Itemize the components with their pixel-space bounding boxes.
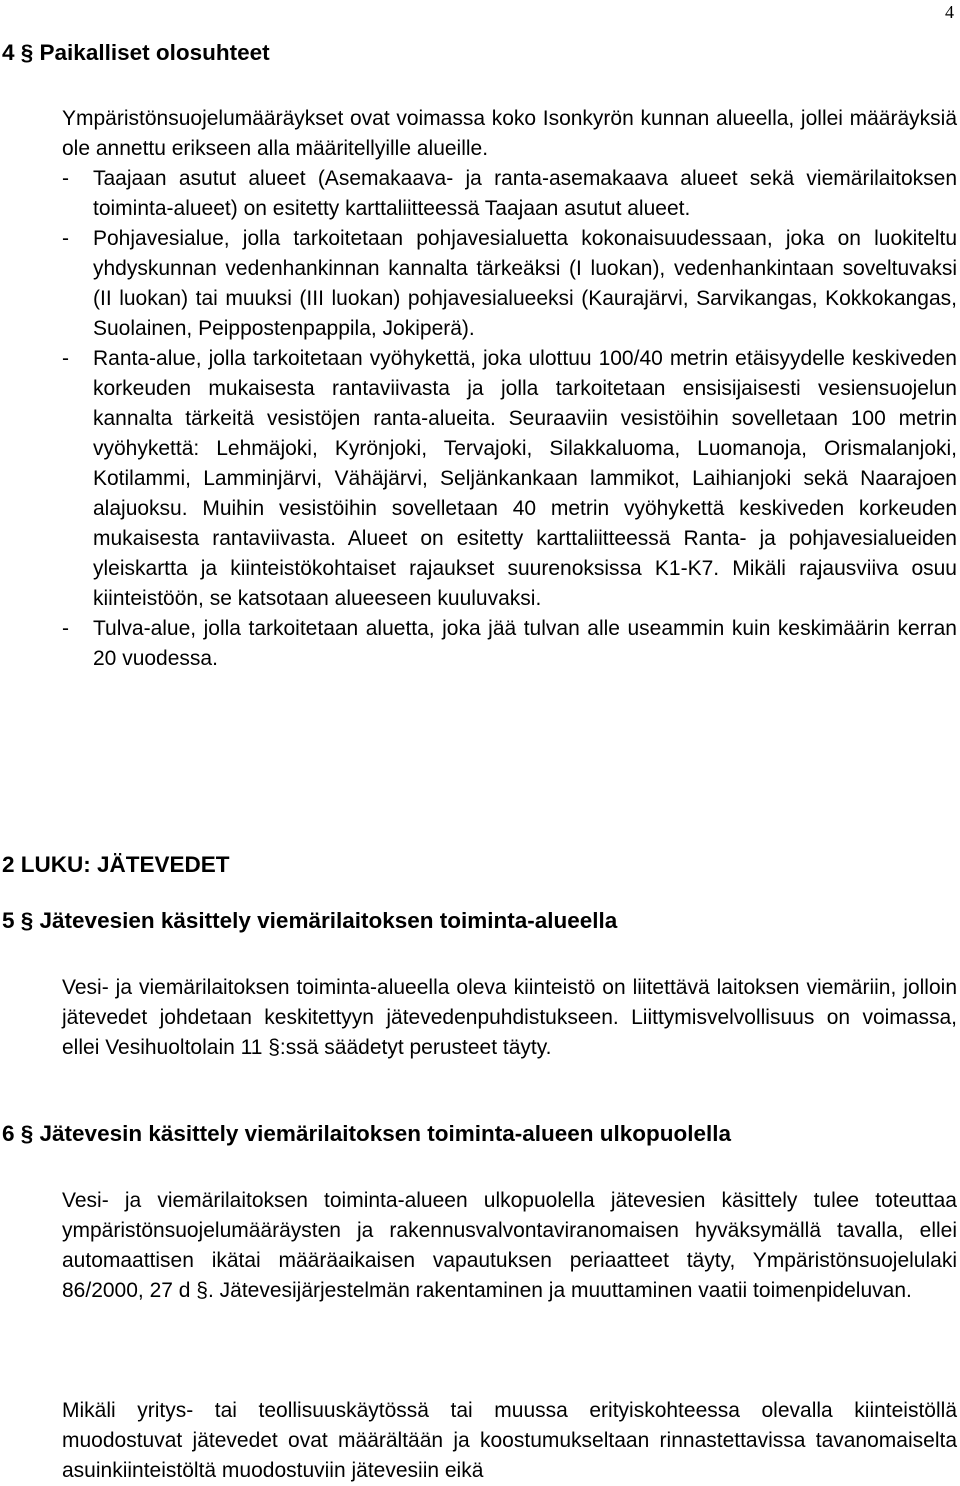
list-item	[62, 614, 957, 674]
section-4-heading: 4 § Paikalliset olosuhteet	[2, 40, 270, 65]
section-4-area-list	[62, 164, 957, 674]
chapter-2-heading: 2 LUKU: JÄTEVEDET	[2, 852, 230, 877]
section-6-paragraph-2: Mikäli yritys- tai teollisuuskäytössä tai muussa erityiskohteessa olevalla kiinteistöllä muodostuvat jätevedet ovat määrältään ja koostumukseltaan rinnastettavissa tavanomaiselta asuinkiinteistöltä muodostuviin jätevesiin eikä	[62, 1399, 957, 1482]
section-4-intro: Ympäristönsuojelumääräykset ovat voimassa koko Isonkyrön kunnan alueella, jollei määräyksiä ole annettu erikseen alla määritellyille alueille.	[62, 107, 957, 160]
list-item	[62, 224, 957, 344]
dash-bullet-icon: -	[62, 227, 69, 250]
dash-bullet-icon: -	[62, 617, 69, 640]
section-6-paragraph-1: Vesi- ja viemärilaitoksen toiminta-alueen ulkopuolella jätevesien käsittely tulee toteuttaa ympäristönsuojelumääräysten ja rakennusvalvontaviranomaisen hyväksymällä tavalla, ellei automaattisen ikätai määräaikaisen vapautuksen periaatteet täyty, Ympäristönsuojelulaki 86/2000, 27 d §. Jätevesijärjestelmän rakentaminen ja muuttaminen vaatii toimenpideluvan.	[62, 1189, 957, 1302]
dash-bullet-icon: -	[62, 347, 69, 370]
dash-bullet-icon: -	[62, 167, 69, 190]
section-5-heading: 5 § Jätevesien käsittely viemärilaitoksen toiminta-alueella	[2, 908, 618, 933]
section-6-heading: 6 § Jätevesin käsittely viemärilaitoksen toiminta-alueen ulkopuolella	[2, 1121, 732, 1146]
list-item	[62, 164, 957, 224]
list-item-text: Pohjavesialue, jolla tarkoitetaan pohjavesialuetta kokonaisuudessaan, joka on luokiteltu yhdyskunnan vedenhankinnan kannalta tärkeäksi (I luokan), vedenhankintaan soveltuvaksi (II luokan) tai muuksi (III luokan) pohjavesialueeksi (Kaurajärvi, Sarvikangas, Kokkokangas, Suolainen, Peippostenpappila, Jokiperä).	[93, 227, 957, 340]
page-number: 4	[945, 2, 954, 22]
list-item	[62, 344, 957, 614]
section-5-text: Vesi- ja viemärilaitoksen toiminta-alueella oleva kiinteistö on liitettävä laitoksen viemäriin, jolloin jätevedet johdetaan keskitettyyn jätevedenpuhdistukseen. Liittymisvelvollisuus on voimassa, ellei Vesihuoltolain 11 §:ssä säädetyt perusteet täyty.	[62, 976, 957, 1059]
list-item-text: Tulva-alue, jolla tarkoitetaan aluetta, joka jää tulvan alle useammin kuin keskimäärin kerran 20 vuodessa.	[93, 617, 957, 670]
list-item-text: Taajaan asutut alueet (Asemakaava- ja ranta-asemakaava alueet sekä viemärilaitoksen toiminta-alueet) on esitetty karttaliitteessä Taajaan asutut alueet.	[93, 167, 957, 220]
list-item-text: Ranta-alue, jolla tarkoitetaan vyöhykettä, joka ulottuu 100/40 metrin etäisyydelle keskiveden korkeuden mukaisesta rantaviivasta ja jolla tarkoitetaan ensisijaisesti vesiensuojelun kannalta tärkeitä vesistöjen ranta-alueita. Seuraaviin vesistöihin sovelletaan 100 metrin vyöhykettä: Lehmäjoki, Kyrönjoki, Tervajoki, Silakkaluoma, Luomanoja, Orismalanjoki, Kotilammi, Lamminjärvi, Vähäjärvi, Seljänkankaan lammikot, Laihianjoki sekä Naarajoen alajuoksu. Muihin vesistöihin sovelletaan 40 metrin vyöhykettä keskiveden korkeuden mukaisesta rantaviivasta. Alueet on esitetty karttaliitteessä Ranta- ja pohjavesialueiden yleiskartta ja kiinteistökohtaiset rajaukset suurenoksissa K1-K7. Mikäli rajausviiva osuu kiinteistöön, se katsotaan alueeseen kuuluvaksi.	[93, 347, 957, 610]
